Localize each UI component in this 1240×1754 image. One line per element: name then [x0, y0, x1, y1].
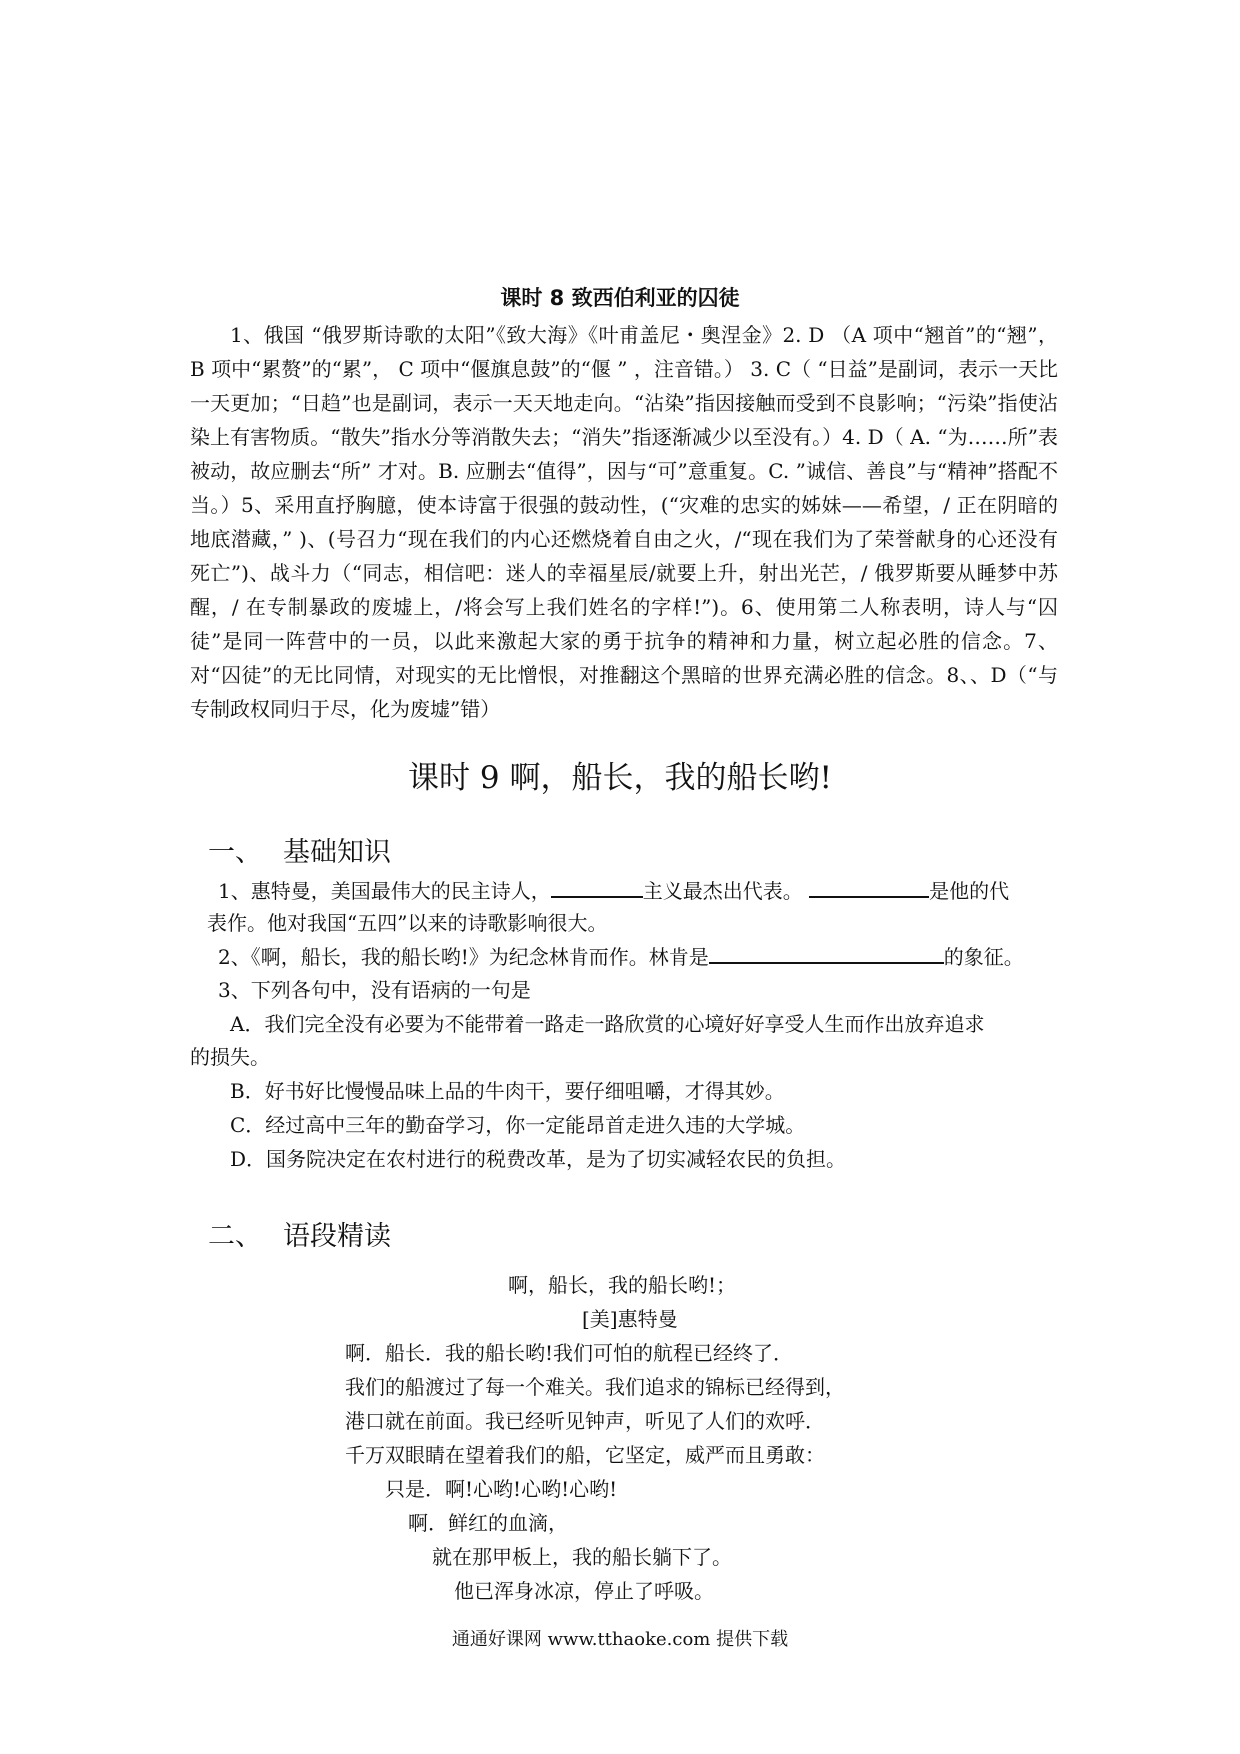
option-c: C．经过高中三年的勤奋学习，你一定能昂首走进久违的大学城。: [230, 1113, 806, 1137]
poem-line: 港口就在前面。我已经听见钟声，听见了人们的欢呼．: [345, 1409, 825, 1433]
poem-author: [美]惠特曼: [582, 1307, 678, 1331]
section2-number: 二、: [208, 1221, 262, 1252]
lesson9-title: 课时 9 啊，船长，我的船长哟!: [408, 760, 832, 796]
page-footer: 通通好课网 www.tthaoke.com 提供下载: [451, 1629, 789, 1650]
section1-number: 一、: [208, 837, 262, 868]
lesson8-answers: 1、俄国 “俄罗斯诗歌的太阳”《致大海》《叶甫盖尼・奥涅金》2. D （A 项中“翘首”的“翘”， B 项中“累赘”的“累”， C 项中“偃旗息鼓”的“偃 ” ，注音错。） 3. C（ “日益”是副词，表示一天比一天更加；“日趋”也是副词，表示一天天地走向。“沾染”指因接触而受到不良影响；“污染”指使沾染上有害物质。“散失”指水分等消散失去；“消失”指逐渐减少以至没有。）4. D（ A. “为……所”表被动，故应删去“所” 才对。B. 应删去“值得”，因与“可”意重复。C. ”诚信、善良”与“精神”搭配不当。）5、采用直抒胸臆，使本诗富于很强的鼓动性，(“灾难的忠实的姊妹——希望，/ 正在阴暗的地底潜藏，” )、(号召力“现在我们的内心还燃烧着自由之火，/“现在我们为了荣誉献身的心还没有死亡”)、战斗力（“同志，相信吧：迷人的幸福星辰/就要上升，射出光芒，/ 俄罗斯要从睡梦中苏醒，/ 在专制暴政的废墟上，/将会写上我们姓名的字样!”)。6、使用第二人称表明，诗人与“囚徒”是同一阵营中的一员，以此来激起大家的勇于抗争的精神和力量，树立起必胜的信念。7、对“囚徒”的无比同情，对现实的无比憎恨，对推翻这个黑暗的世界充满必胜的信念。8、、D（“与专制政权同归于尽，化为废墟”错）: [190, 323, 1058, 721]
poem-line: 他已浑身冰凉，停止了呼吸。: [454, 1579, 714, 1603]
poem-line: 啊．鲜红的血滴，: [408, 1511, 568, 1535]
lesson8-title: 课时 8 致西伯利亚的囚徒: [500, 286, 740, 310]
section2-label: 语段精读: [283, 1221, 391, 1252]
q1-text-c: 是他的代: [929, 879, 1010, 903]
question-1: [218, 874, 1009, 908]
q1-text-b: 主义最杰出代表。: [642, 879, 803, 903]
section1-label: 基础知识: [283, 837, 391, 868]
poem-title: 啊，船长，我的船长哟!；: [508, 1273, 737, 1297]
q2-blank[interactable]: [709, 940, 944, 964]
q1-text-a: 1、惠特曼，美国最伟大的民主诗人，: [218, 879, 551, 903]
poem-line: 就在那甲板上，我的船长躺下了。: [432, 1545, 732, 1569]
poem-line: 千万双眼睛在望着我们的船，它坚定，威严而且勇敢：: [345, 1443, 825, 1467]
question-1-cont: 表作。他对我国“五四”以来的诗歌影响很大。: [207, 911, 608, 935]
section1-heading: [208, 830, 391, 869]
option-a: A．我们完全没有必要为不能带着一路走一路欣赏的心境好好享受人生而作出放弃追求: [230, 1012, 985, 1036]
q2-text-b: 的象征。: [943, 945, 1024, 969]
question-3: 3、下列各句中，没有语病的一句是: [218, 978, 531, 1002]
question-2: [218, 940, 1024, 974]
q1-blank-1[interactable]: [551, 874, 643, 898]
option-a-cont: 的损失。: [190, 1045, 270, 1069]
q1-blank-2[interactable]: [809, 874, 929, 898]
poem-line: 只是．啊!心哟!心哟!心哟!: [385, 1477, 618, 1501]
option-b: B．好书好比慢慢品味上品的牛肉干，要仔细咀嚼，才得其妙。: [230, 1079, 785, 1103]
poem-line: 啊．船长．我的船长哟!我们可怕的航程已经终了．: [345, 1341, 794, 1365]
option-d: D．国务院决定在农村进行的税费改革，是为了切实减轻农民的负担。: [230, 1147, 847, 1171]
poem-line: 我们的船渡过了每一个难关。我们追求的锦标已经得到，: [345, 1375, 845, 1399]
section2-heading: [208, 1214, 391, 1253]
q2-text-a: 2、《啊，船长，我的船长哟!》为纪念林肯而作。林肯是: [218, 945, 709, 969]
